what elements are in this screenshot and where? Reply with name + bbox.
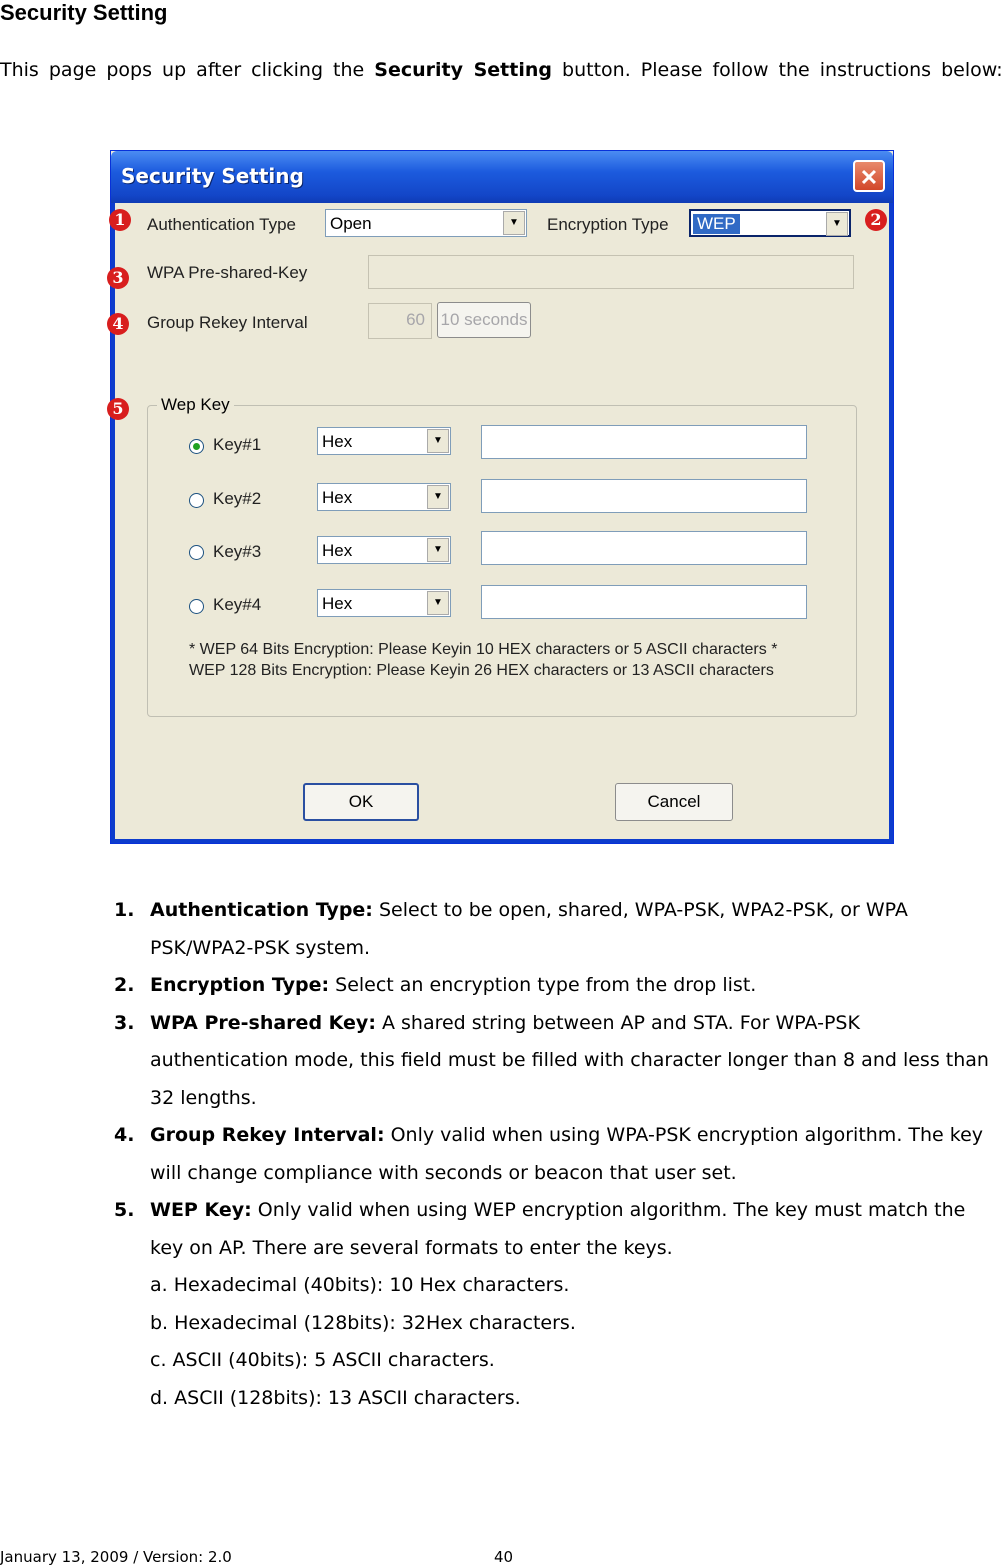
sub-item: b. Hexadecimal (128bits): 32Hex characters. <box>150 1311 576 1334</box>
list-item-title: Authentication Type: <box>150 899 373 921</box>
list-item-title: WEP Key: <box>150 1199 252 1221</box>
key2-input[interactable] <box>481 479 807 513</box>
group-rekey-interval-input[interactable]: 60 <box>368 303 432 339</box>
list-item <box>114 1117 1004 1192</box>
list-item-number: 3. <box>114 1011 135 1034</box>
sub-item: d. ASCII (128bits): 13 ASCII characters. <box>150 1386 521 1409</box>
sub-item: a. Hexadecimal (40bits): 10 Hex characters. <box>150 1274 570 1296</box>
page-heading: Security Setting <box>0 0 168 25</box>
page-number: 40 <box>494 1548 514 1566</box>
key1-format-select[interactable] <box>317 427 451 455</box>
page-footer <box>0 1548 514 1566</box>
group-rekey-interval-label: Group Rekey Interval <box>147 313 308 332</box>
chevron-down-icon: ▼ <box>427 485 449 509</box>
chevron-down-icon: ▼ <box>826 212 848 236</box>
key4-input[interactable] <box>481 585 807 619</box>
key2-radio[interactable] <box>189 493 204 508</box>
wpa-pre-shared-key-label: WPA Pre-shared-Key <box>147 263 308 282</box>
chevron-down-icon: ▼ <box>427 429 449 453</box>
key3-label: Key#3 <box>213 542 262 561</box>
key4-label: Key#4 <box>213 595 262 614</box>
key3-format-select[interactable] <box>317 536 451 564</box>
authentication-type-select[interactable] <box>325 209 527 237</box>
chevron-down-icon: ▼ <box>503 211 525 235</box>
list-item-number: 5. <box>114 1199 135 1221</box>
instruction-list <box>114 892 1004 1417</box>
list-item <box>114 892 1004 967</box>
list-item <box>114 1005 1004 1118</box>
security-setting-dialog <box>110 150 894 844</box>
callout-badge-1: 1 <box>109 209 131 231</box>
encryption-type-label: Encryption Type <box>547 215 669 234</box>
close-button[interactable]: ✕ <box>853 160 885 192</box>
list-item-title: Encryption Type: <box>150 974 330 996</box>
key1-label: Key#1 <box>213 435 262 454</box>
key2-label: Key#2 <box>213 489 262 508</box>
dialog-frame-bottom <box>111 839 893 843</box>
authentication-type-value: Open <box>330 214 372 233</box>
dialog-title: Security Setting <box>121 164 304 188</box>
cancel-button[interactable]: Cancel <box>615 783 733 821</box>
callout-badge-2: 2 <box>865 209 887 231</box>
wep-64-note: * WEP 64 Bits Encryption: Please Keyin 10 HEX characters or 5 ASCII characters * <box>189 641 778 658</box>
list-item <box>114 967 1004 1005</box>
list-item-number: 4. <box>114 1124 135 1146</box>
key3-format-value: Hex <box>322 541 353 560</box>
key3-radio[interactable] <box>189 545 204 560</box>
rekey-unit-button[interactable]: 10 seconds <box>437 302 531 338</box>
list-item-title: WPA Pre-shared Key: <box>150 1011 376 1034</box>
wep-128-note: WEP 128 Bits Encryption: Please Keyin 26 HEX characters or 13 ASCII characters <box>189 662 774 679</box>
encryption-type-value: WEP <box>693 214 740 234</box>
encryption-type-select[interactable] <box>689 209 851 237</box>
dialog-frame-right <box>889 203 893 843</box>
list-item-number: 1. <box>114 899 135 921</box>
dialog-titlebar <box>111 151 893 203</box>
key2-format-select[interactable] <box>317 483 451 511</box>
dialog-frame-left <box>111 203 115 843</box>
list-item <box>114 1192 1004 1267</box>
key4-radio[interactable] <box>189 599 204 614</box>
list-item-text: Only valid when using WEP encryption algorithm. The key must match the key on AP. There are several formats to enter the keys. <box>150 1199 966 1259</box>
intro-text-start: This page pops up after clicking the <box>0 59 375 81</box>
callout-badge-3: 3 <box>107 267 129 289</box>
wep-key-group-label: Wep Key <box>157 395 234 415</box>
list-item-text: A shared string between AP and STA. For WPA-PSK authentication mode, this field must be filled with character longer than 8 and less than 32 lengths. <box>150 1011 989 1109</box>
callout-badge-5: 5 <box>107 398 129 420</box>
key3-input[interactable] <box>481 531 807 565</box>
key4-format-select[interactable] <box>317 589 451 617</box>
key4-format-value: Hex <box>322 594 353 613</box>
list-item-text: Only valid when using WPA-PSK encryption algorithm. The key will change compliance with seconds or beacon that user set. <box>150 1124 984 1184</box>
list-item-number: 2. <box>114 974 135 996</box>
intro-bold-text: Security Setting <box>374 59 552 81</box>
list-item-title: Group Rekey Interval: <box>150 1124 385 1146</box>
intro-text-end: button. Please follow the instructions below: <box>551 59 1003 81</box>
list-item-text: Select an encryption type from the drop list. <box>329 974 757 996</box>
key1-radio[interactable] <box>189 439 204 454</box>
intro-paragraph <box>0 52 1004 89</box>
footer-date-version: January 13, 2009 / Version: 2.0 <box>0 1548 232 1566</box>
chevron-down-icon: ▼ <box>427 538 449 562</box>
list-item-text: Select to be open, shared, WPA-PSK, WPA2-PSK, or WPA PSK/WPA2-PSK system. <box>150 899 908 959</box>
wpa-pre-shared-key-input[interactable] <box>368 255 854 289</box>
sub-item: c. ASCII (40bits): 5 ASCII characters. <box>150 1349 495 1371</box>
callout-badge-4: 4 <box>107 313 129 335</box>
key1-input[interactable] <box>481 425 807 459</box>
key2-format-value: Hex <box>322 488 353 507</box>
authentication-type-label: Authentication Type <box>147 215 297 234</box>
ok-button[interactable]: OK <box>303 783 419 821</box>
chevron-down-icon: ▼ <box>427 591 449 615</box>
key1-format-value: Hex <box>322 432 353 451</box>
